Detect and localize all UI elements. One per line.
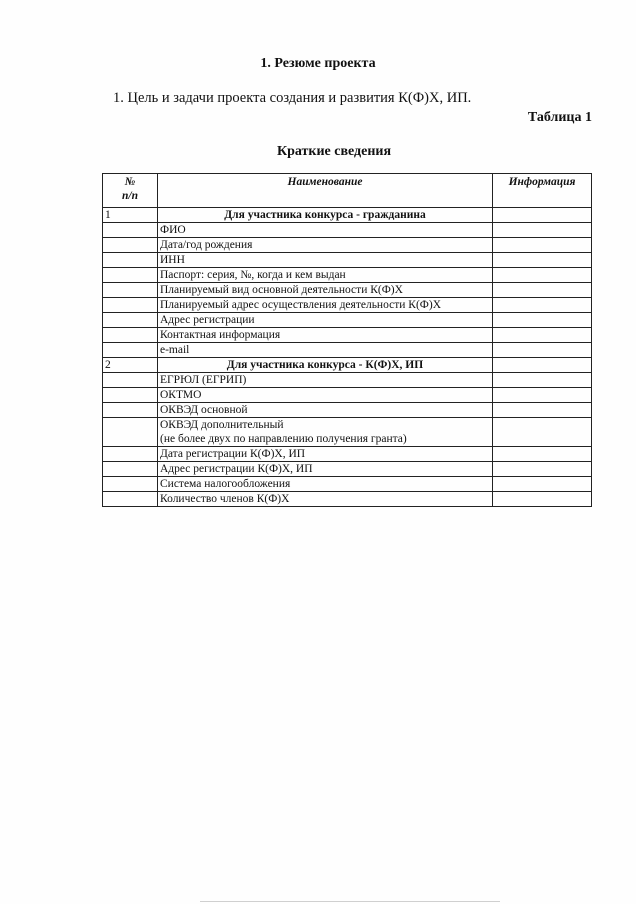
footer-divider xyxy=(200,901,500,902)
row-name-line: Планируемый вид основной деятельности К(Ф)Х xyxy=(160,284,403,296)
row-name-cell xyxy=(158,283,493,298)
row-name-line: Паспорт: серия, №, когда и кем выдан xyxy=(160,269,346,281)
row-name-line: ЕГРЮЛ (ЕГРИП) xyxy=(160,374,247,386)
row-name-cell xyxy=(158,298,493,313)
header-number-line2: п/п xyxy=(122,190,138,202)
summary-table xyxy=(102,173,592,507)
row-number-cell xyxy=(103,298,158,313)
row-number-cell xyxy=(103,373,158,388)
row-info-cell[interactable] xyxy=(493,462,592,477)
row-number-cell xyxy=(103,283,158,298)
row-number-cell xyxy=(103,447,158,462)
group-header-row xyxy=(103,208,592,223)
row-name-cell xyxy=(158,477,493,492)
table-row xyxy=(103,313,592,328)
table-body xyxy=(103,208,592,507)
row-info-cell[interactable] xyxy=(493,388,592,403)
row-name-line: Адрес регистрации xyxy=(160,314,255,326)
row-info-cell[interactable] xyxy=(493,223,592,238)
row-info-cell[interactable] xyxy=(493,477,592,492)
header-info: Информация xyxy=(493,174,592,208)
row-info-cell[interactable] xyxy=(493,298,592,313)
table-row xyxy=(103,223,592,238)
row-name-cell xyxy=(158,447,493,462)
table-row xyxy=(103,328,592,343)
group-number: 1 xyxy=(103,208,158,223)
row-name-cell xyxy=(158,223,493,238)
table-row xyxy=(103,388,592,403)
table-row xyxy=(103,253,592,268)
row-name-cell xyxy=(158,373,493,388)
row-number-cell xyxy=(103,328,158,343)
row-name-cell xyxy=(158,403,493,418)
row-info-cell[interactable] xyxy=(493,418,592,447)
row-name-cell xyxy=(158,492,493,507)
table-row xyxy=(103,238,592,253)
row-number-cell xyxy=(103,477,158,492)
row-name-line: ОКВЭД дополнительный xyxy=(160,419,284,431)
table-row xyxy=(103,268,592,283)
row-name-line: Планируемый адрес осуществления деятельности К(Ф)Х xyxy=(160,299,442,311)
section-title: 1. Резюме проекта xyxy=(260,56,376,71)
row-name-cell xyxy=(158,388,493,403)
group-number: 2 xyxy=(103,358,158,373)
header-number-line1: № xyxy=(124,176,136,188)
table-row xyxy=(103,298,592,313)
row-name-line: ОКТМО xyxy=(160,389,202,401)
group-info-cell[interactable] xyxy=(493,208,592,223)
row-number-cell xyxy=(103,388,158,403)
row-info-cell[interactable] xyxy=(493,343,592,358)
row-info-cell[interactable] xyxy=(493,403,592,418)
table-header-row xyxy=(103,174,592,208)
group-header-row xyxy=(103,358,592,373)
row-number-cell xyxy=(103,268,158,283)
row-name-line: ОКВЭД основной xyxy=(160,404,248,416)
row-info-cell[interactable] xyxy=(493,447,592,462)
row-name-cell xyxy=(158,328,493,343)
row-info-cell[interactable] xyxy=(493,313,592,328)
group-title: Для участника конкурса - гражданина xyxy=(158,208,493,223)
row-name-cell xyxy=(158,253,493,268)
table-row xyxy=(103,373,592,388)
row-name-line: (не более двух по направлению получения гранта) xyxy=(160,433,407,445)
table-row xyxy=(103,418,592,447)
table-label: Таблица 1 xyxy=(527,110,592,125)
table-row xyxy=(103,492,592,507)
row-name-line: Адрес регистрации К(Ф)Х, ИП xyxy=(160,463,313,475)
row-name-cell xyxy=(158,268,493,283)
table-row xyxy=(103,477,592,492)
row-info-cell[interactable] xyxy=(493,238,592,253)
table-caption: Краткие сведения xyxy=(276,144,392,159)
goal-line: 1. Цель и задачи проекта создания и развития К(Ф)Х, ИП. xyxy=(113,90,472,106)
row-number-cell xyxy=(103,462,158,477)
header-number xyxy=(103,174,158,208)
table-row xyxy=(103,462,592,477)
row-info-cell[interactable] xyxy=(493,492,592,507)
table-row xyxy=(103,447,592,462)
row-name-line: Контактная информация xyxy=(160,329,281,341)
row-name-line: ФИО xyxy=(160,224,186,236)
row-name-line: Количество членов К(Ф)Х xyxy=(160,493,290,505)
table-row xyxy=(103,283,592,298)
row-number-cell xyxy=(103,492,158,507)
header-name: Наименование xyxy=(158,174,493,208)
row-info-cell[interactable] xyxy=(493,283,592,298)
row-name-cell xyxy=(158,313,493,328)
row-number-cell xyxy=(103,238,158,253)
row-number-cell xyxy=(103,253,158,268)
row-number-cell xyxy=(103,343,158,358)
row-name-cell xyxy=(158,343,493,358)
table-row xyxy=(103,343,592,358)
row-info-cell[interactable] xyxy=(493,268,592,283)
row-info-cell[interactable] xyxy=(493,373,592,388)
row-name-line: e-mail xyxy=(160,344,190,356)
row-number-cell xyxy=(103,313,158,328)
row-name-line: ИНН xyxy=(160,254,185,266)
row-name-cell xyxy=(158,238,493,253)
row-name-line: Дата регистрации К(Ф)Х, ИП xyxy=(160,448,306,460)
row-name-cell xyxy=(158,462,493,477)
table-row xyxy=(103,403,592,418)
row-number-cell xyxy=(103,418,158,447)
row-name-line: Система налогообложения xyxy=(160,478,291,490)
row-name-cell xyxy=(158,418,493,447)
row-name-line: Дата/год рождения xyxy=(160,239,253,251)
group-info-cell[interactable] xyxy=(493,358,592,373)
row-number-cell xyxy=(103,403,158,418)
group-title: Для участника конкурса - К(Ф)Х, ИП xyxy=(158,358,493,373)
row-number-cell xyxy=(103,223,158,238)
row-info-cell[interactable] xyxy=(493,253,592,268)
row-info-cell[interactable] xyxy=(493,328,592,343)
